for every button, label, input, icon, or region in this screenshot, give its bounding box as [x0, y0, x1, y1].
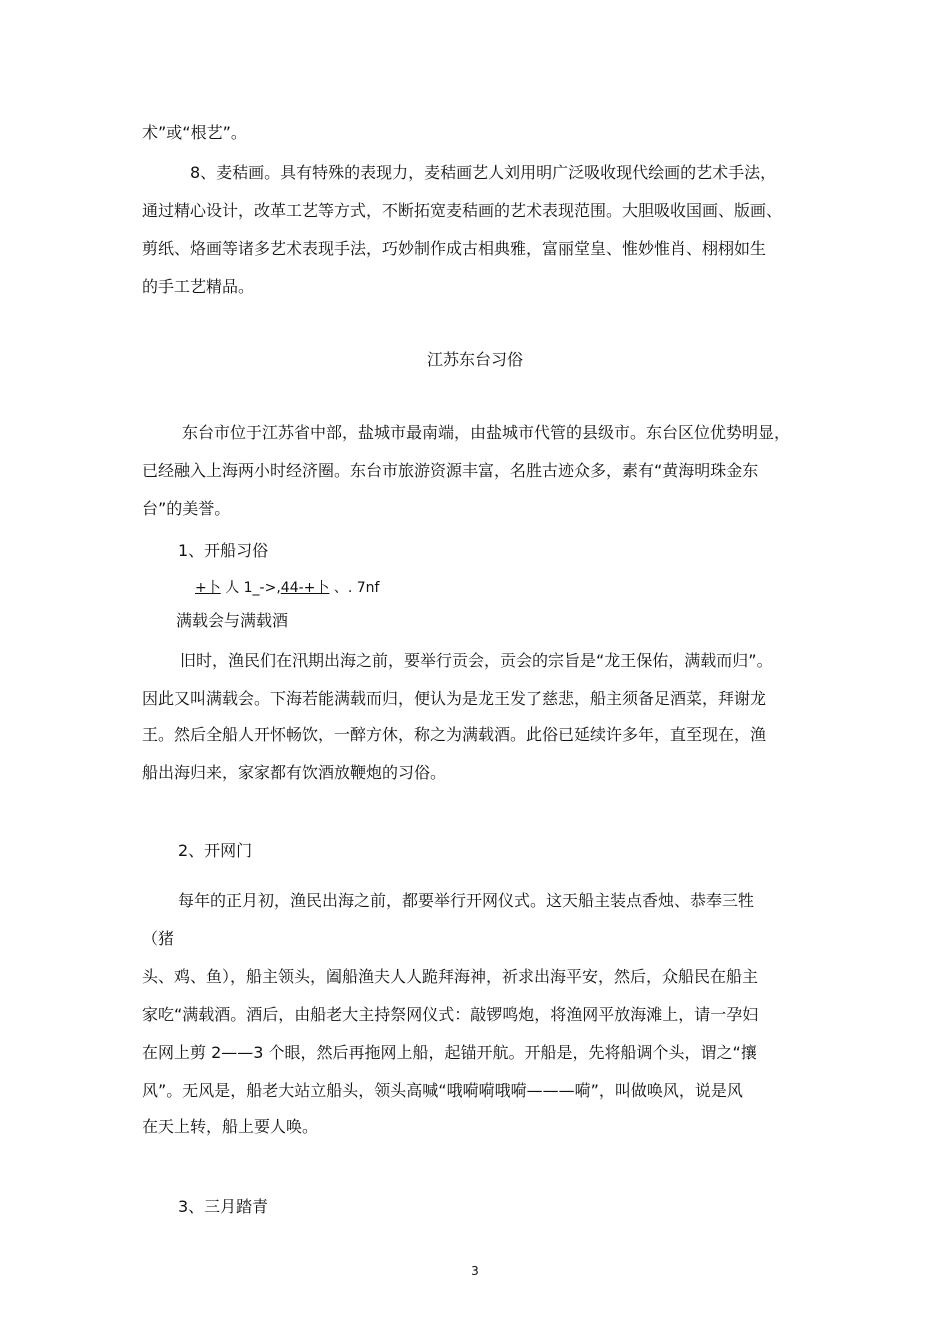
item8-line-2: 通过精心设计，改革工艺等方式，不断拓宽麦秸画的艺术表现范围。大胆吸收国画、版画、: [142, 201, 783, 220]
heading-3: 3、三月踏青: [178, 1197, 269, 1216]
intro-tail-line: 术”或“根艺”。: [142, 123, 247, 142]
p2-line-1: 每年的正月初，渔民出海之前，都要举行开网仪式。这天船主装点香烛、恭奉三牲: [178, 891, 755, 910]
p2-line-4: 家吃“满载酒。酒后，由船老大主持祭网仪式：敲锣鸣炮，将渔网平放海滩上，请一孕妇: [142, 1005, 759, 1024]
garbled-fragment-d: 、. 7nf: [333, 580, 380, 596]
intro-line-2: 已经融入上海两小时经济圈。东台市旅游资源丰富，名胜古迹众多，素有“黄海明珠金东: [142, 461, 759, 480]
p2-line-3: 头、鸡、鱼），船主领头，阖船渔夫人人跪拜海神，祈求出海平安，然后，众船民在船主: [142, 967, 759, 986]
p1-line-1: 旧时，渔民们在汛期出海之前，要举行贡会，贡会的宗旨是“龙王保佑，满载而归”。: [180, 651, 773, 670]
p2-line-6: 风”。无风是，船老大站立船头，领头高喊“哦嗬嗬哦嗬———嗬”，叫做唤风，说是风: [142, 1081, 743, 1100]
garbled-fragment-c: 44-+卜: [280, 580, 330, 596]
p2-line-2: （猪: [142, 929, 175, 948]
item8-line-4: 的手工艺精品。: [142, 277, 255, 296]
heading-2: 2、开网门: [178, 841, 253, 860]
page-number: 3: [471, 1264, 479, 1278]
p2-line-5: 在网上剪 2——3 个眼，然后再拖网上船，起锚开航。开船是，先将船调个头，谓之“攘: [142, 1043, 757, 1062]
garbled-fragment-a: +卜: [195, 580, 221, 596]
item8-line-3: 剪纸、烙画等诸多艺术表现手法，巧妙制作成古相典雅，富丽堂皇、惟妙惟肖、栩栩如生: [142, 239, 767, 258]
garbled-text-line: [195, 578, 379, 598]
heading-1: 1、开船习俗: [178, 541, 269, 560]
p1-line-4: 船出海归来，家家都有饮酒放鞭炮的习俗。: [142, 763, 447, 782]
p2-line-7: 在天上转，船上要人唤。: [142, 1117, 319, 1136]
intro-line-1: 东台市位于江苏省中部，盐城市最南端，由盐城市代管的县级市。东台区位优势明显，: [182, 423, 791, 442]
subheading-1: 满载会与满载酒: [176, 611, 289, 630]
p1-line-3: 王。然后全船人开怀畅饮，一醉方休，称之为满载酒。此俗已延续许多年，直至现在，渔: [142, 725, 767, 744]
item8-line-1: 8、麦秸画。具有特殊的表现力，麦秸画艺人刘用明广泛吸收现代绘画的艺术手法，: [190, 163, 777, 182]
garbled-fragment-b: 人 1_->,: [225, 580, 281, 596]
intro-line-3: 台”的美誉。: [142, 499, 231, 518]
p1-line-2: 因此又叫满载会。下海若能满载而归，便认为是龙王发了慈悲，船主须备足酒菜，拜谢龙: [142, 689, 767, 708]
section-title: 江苏东台习俗: [426, 350, 523, 369]
